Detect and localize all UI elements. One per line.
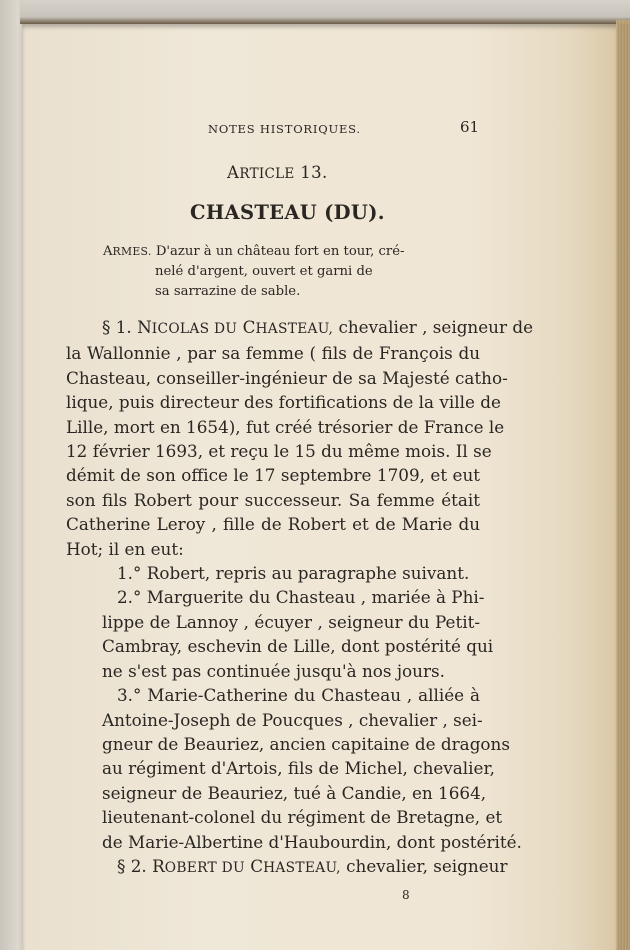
name-initial: N [137, 317, 152, 337]
surname-initial: C [250, 855, 264, 876]
paragraph-2-first-line [66, 854, 508, 880]
child-3-line: lieutenant-colonel du régiment de Bretagne, et [102, 807, 503, 828]
text-line: Lille, mort en 1654), fut créé trésorier de France le [66, 416, 505, 437]
arms-line-2: nelé d'argent, ouvert et garni de [155, 264, 373, 279]
child-3-line: gneur de Beauriez, ancien capitaine de dragons [102, 733, 510, 754]
article-rest: RTICLE [239, 166, 295, 182]
page-fore-edge [616, 20, 630, 950]
name-small-caps: OBERT DU [164, 859, 245, 876]
text-line: Chasteau, conseiller-ingénieur de sa Majesté catho- [66, 367, 508, 388]
signature-mark: 8 [402, 888, 410, 902]
article-prefix: A [227, 163, 240, 182]
child-2-line: lippe de Lannoy , écuyer , seigneur du Petit- [102, 611, 480, 632]
name-small-caps: ICOLAS DU [151, 321, 238, 337]
page-number: 61 [460, 118, 480, 136]
child-3-line: 3.° Marie-Catherine du Chasteau , alliée à [117, 685, 480, 706]
paragraph-1-marker: § 1. [102, 317, 132, 337]
text-line: chevalier, seigneur [346, 855, 508, 876]
text-line: démit de son office le 17 septembre 1709, et eut [66, 465, 480, 486]
surname-initial: C [242, 317, 256, 337]
child-1: 1.° Robert, repris au paragraphe suivant. [117, 563, 470, 584]
child-2-line: ne s'est pas continuée jusqu'à nos jours. [102, 660, 445, 681]
text-line: la Wallonnie , par sa femme ( fils de François du [66, 343, 480, 364]
child-2-line: Cambray, eschevin de Lille, dont postérité qui [102, 636, 494, 657]
running-head: NOTES HISTORIQUES. [208, 122, 361, 136]
text-line: Catherine Leroy , fille de Robert et de Marie du [66, 514, 480, 535]
child-3-line: seigneur de Beauriez, tué à Candie, en 1664, [102, 782, 487, 803]
arms-line-3: sa sarrazine de sable. [155, 284, 301, 299]
paragraph-1-first-line [66, 315, 534, 341]
arms-line-1: D'azur à un château fort en tour, cré- [155, 244, 405, 259]
article-heading [227, 163, 328, 182]
family-title: CHASTEAU (DU). [190, 201, 385, 224]
arms-description [103, 242, 404, 302]
text-line: 12 février 1693, et reçu le 15 du même mois. Il se [66, 441, 492, 462]
text-line: Hot; il en eut: [66, 538, 184, 559]
text-line: chevalier , seigneur de [338, 317, 534, 337]
article-number: 13. [300, 163, 328, 182]
name-initial: R [152, 855, 165, 876]
child-3-line: au régiment d'Artois, fils de Michel, chevalier, [102, 758, 495, 779]
text-line: son fils Robert pour successeur. Sa femme était [66, 489, 480, 510]
child-2-line: 2.° Marguerite du Chasteau , mariée à Phi- [117, 587, 485, 608]
surname-small-caps: HASTEAU, [263, 859, 341, 876]
surname-small-caps: HASTEAU, [255, 321, 334, 337]
child-3-line: Antoine-Joseph de Poucques , chevalier , sei- [102, 709, 483, 730]
body-text [66, 315, 534, 880]
child-3-line: de Marie-Albertine d'Haubourdin, dont postérité. [102, 831, 522, 852]
paragraph-2-marker: § 2. [117, 855, 147, 876]
top-edge [20, 0, 630, 24]
arms-label-rest: RMES. [112, 245, 152, 258]
text-line: lique, puis directeur des fortifications de la ville de [66, 392, 501, 413]
arms-label-initial: A [103, 244, 113, 259]
